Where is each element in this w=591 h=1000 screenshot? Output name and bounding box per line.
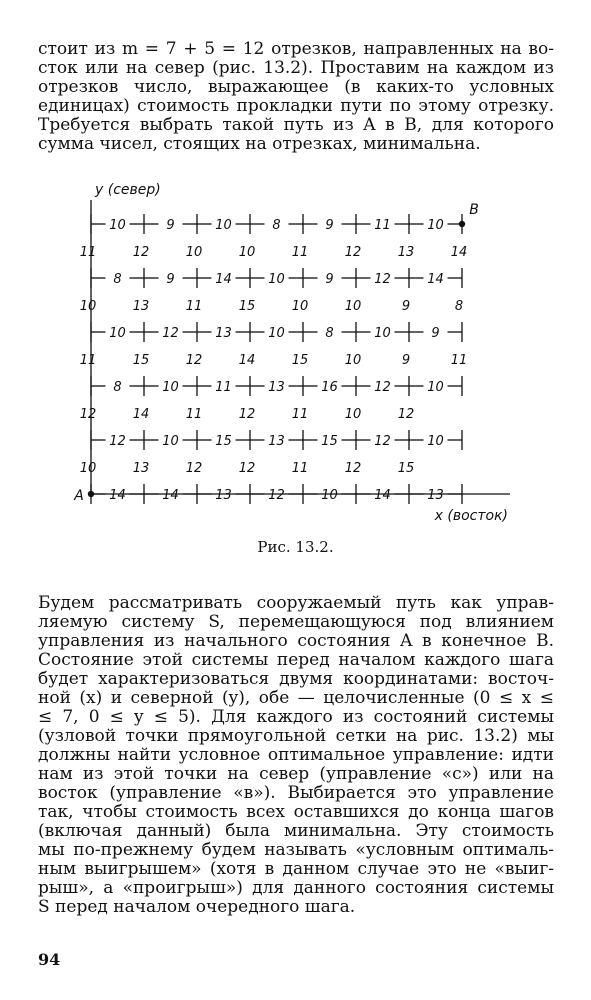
- horizontal-cost: 11: [215, 380, 232, 395]
- horizontal-cost: 16: [321, 380, 338, 395]
- horizontal-cost: 8: [325, 326, 334, 341]
- vertical-cost: 15: [238, 299, 256, 314]
- vertical-cost: 9: [401, 299, 411, 314]
- vertical-cost: 15: [397, 461, 415, 476]
- vertical-cost: 11: [291, 407, 309, 422]
- horizontal-cost: 10: [427, 218, 444, 233]
- vertical-cost: 10: [344, 353, 362, 368]
- horizontal-cost: 8: [113, 272, 122, 287]
- point-b-marker: [459, 221, 465, 227]
- vertical-cost: 13: [132, 461, 150, 476]
- horizontal-cost: 12: [374, 272, 391, 287]
- horizontal-cost: 9: [325, 272, 334, 287]
- horizontal-cost: 12: [109, 434, 126, 449]
- vertical-cost: 12: [79, 407, 97, 422]
- vertical-cost: 11: [185, 407, 203, 422]
- horizontal-cost: 10: [215, 218, 232, 233]
- body-line: управления из начального состояния A в конечное B.: [38, 631, 554, 651]
- body-line: ной (x) и северной (y), обе — целочисленные (0 ≤ x ≤: [38, 688, 554, 708]
- horizontal-cost: 10: [268, 326, 285, 341]
- vertical-cost: 11: [450, 353, 468, 368]
- horizontal-cost: 14: [162, 488, 179, 503]
- horizontal-cost: 10: [321, 488, 338, 503]
- vertical-cost: 14: [238, 353, 256, 368]
- vertical-cost: 10: [238, 245, 256, 260]
- vertical-cost: 12: [185, 461, 203, 476]
- body-line: (включая данный) была минимальна. Эту стоимость: [38, 821, 554, 841]
- vertical-cost: 11: [291, 461, 309, 476]
- y-axis-label: y (север): [95, 182, 161, 198]
- horizontal-cost: 10: [374, 326, 391, 341]
- vertical-cost: 12: [344, 245, 362, 260]
- horizontal-cost: 14: [215, 272, 232, 287]
- intro-line: стоит из m = 7 + 5 = 12 отрезков, направленных на во-: [38, 39, 554, 59]
- body-line: (узловой точки прямоугольной сетки на рис. 13.2) мы: [38, 726, 554, 746]
- body-line: S перед началом очередного шага.: [38, 897, 356, 917]
- paragraph-intro: [38, 40, 554, 154]
- body-line: рыш», а «проигрыш») для данного состояния системы: [38, 878, 554, 898]
- horizontal-cost: 12: [162, 326, 179, 341]
- horizontal-cost: 9: [166, 218, 175, 233]
- point-b-label: B: [469, 202, 479, 218]
- vertical-cost: 12: [185, 353, 203, 368]
- horizontal-cost: 9: [166, 272, 175, 287]
- horizontal-cost: 11: [374, 218, 391, 233]
- body-line: ным выигрышем» (хотя в данном случае это не «выиг-: [38, 859, 554, 879]
- horizontal-cost: 9: [325, 218, 334, 233]
- horizontal-cost: 13: [268, 434, 285, 449]
- vertical-cost: 11: [79, 245, 97, 260]
- vertical-cost: 10: [79, 299, 97, 314]
- vertical-cost: 8: [454, 299, 464, 314]
- body-line: нам из этой точки на север (управление «с») или на: [38, 764, 554, 784]
- body-line: так, чтобы стоимость всех оставшихся до конца шагов: [38, 802, 554, 822]
- horizontal-cost: 8: [113, 380, 122, 395]
- horizontal-cost: 14: [109, 488, 126, 503]
- horizontal-cost: 13: [215, 488, 232, 503]
- vertical-cost: 9: [401, 353, 411, 368]
- intro-line: сумма чисел, стоящих на отрезках, минимальна.: [38, 134, 481, 154]
- horizontal-cost: 10: [162, 380, 179, 395]
- horizontal-cost: 10: [109, 218, 126, 233]
- horizontal-cost: 15: [321, 434, 338, 449]
- horizontal-cost: 12: [374, 380, 391, 395]
- paragraph-dynamic-programming: [38, 594, 554, 917]
- horizontal-cost: 10: [427, 434, 444, 449]
- page-number: 94: [38, 950, 61, 969]
- body-line: восток (управление «в»). Выбирается это управление: [38, 783, 554, 803]
- horizontal-cost: 10: [162, 434, 179, 449]
- vertical-cost: 10: [185, 245, 203, 260]
- body-line: мы по-прежнему будем называть «условным оптималь-: [38, 840, 554, 860]
- vertical-cost: 10: [291, 299, 309, 314]
- body-line: Состояние этой системы перед началом каждого шага: [38, 650, 554, 670]
- point-a-marker: [88, 491, 94, 497]
- point-a-label: A: [74, 488, 84, 504]
- body-line: Будем рассматривать сооружаемый путь как управ-: [38, 593, 554, 613]
- figure-caption: Рис. 13.2.: [257, 538, 334, 556]
- vertical-cost: 10: [79, 461, 97, 476]
- horizontal-cost: 12: [268, 488, 285, 503]
- vertical-cost: 14: [450, 245, 468, 260]
- vertical-cost: 11: [79, 353, 97, 368]
- vertical-cost: 12: [238, 407, 256, 422]
- vertical-cost: 11: [291, 245, 309, 260]
- vertical-cost: 15: [132, 353, 150, 368]
- route-grid-figure: [60, 170, 540, 530]
- intro-line: Требуется выбрать такой путь из A в B, для которого: [38, 115, 554, 135]
- body-line: ≤ 7, 0 ≤ y ≤ 5). Для каждого из состояний системы: [38, 707, 554, 727]
- body-line: ляемую систему S, перемещающуюся под влиянием: [38, 612, 554, 632]
- vertical-cost: 12: [344, 461, 362, 476]
- x-axis-label: x (восток): [434, 508, 508, 524]
- vertical-cost: 14: [132, 407, 150, 422]
- vertical-cost: 15: [291, 353, 309, 368]
- horizontal-cost: 15: [215, 434, 232, 449]
- intro-line: сток или на север (рис. 13.2). Проставим на каждом из: [38, 58, 554, 78]
- horizontal-cost: 10: [427, 380, 444, 395]
- body-line: должны найти условное оптимальное управление: идти: [38, 745, 554, 765]
- vertical-cost: 13: [397, 245, 415, 260]
- horizontal-cost: 14: [427, 272, 444, 287]
- intro-line: отрезков число, выражающее (в каких-то условных: [38, 77, 554, 97]
- vertical-cost: 10: [344, 299, 362, 314]
- horizontal-cost: 9: [431, 326, 440, 341]
- vertical-cost: 10: [344, 407, 362, 422]
- horizontal-cost: 8: [272, 218, 281, 233]
- horizontal-cost: 13: [427, 488, 444, 503]
- horizontal-cost: 10: [268, 272, 285, 287]
- vertical-cost: 12: [238, 461, 256, 476]
- vertical-cost: 12: [132, 245, 150, 260]
- horizontal-cost: 10: [109, 326, 126, 341]
- intro-line: единицах) стоимость прокладки пути по этому отрезку.: [38, 96, 554, 116]
- horizontal-cost: 13: [215, 326, 232, 341]
- vertical-cost: 13: [132, 299, 150, 314]
- vertical-cost: 12: [397, 407, 415, 422]
- body-line: будет характеризоваться двумя координатами: восточ-: [38, 669, 554, 689]
- horizontal-cost: 13: [268, 380, 285, 395]
- horizontal-cost: 12: [374, 434, 391, 449]
- vertical-cost: 11: [185, 299, 203, 314]
- horizontal-cost: 14: [374, 488, 391, 503]
